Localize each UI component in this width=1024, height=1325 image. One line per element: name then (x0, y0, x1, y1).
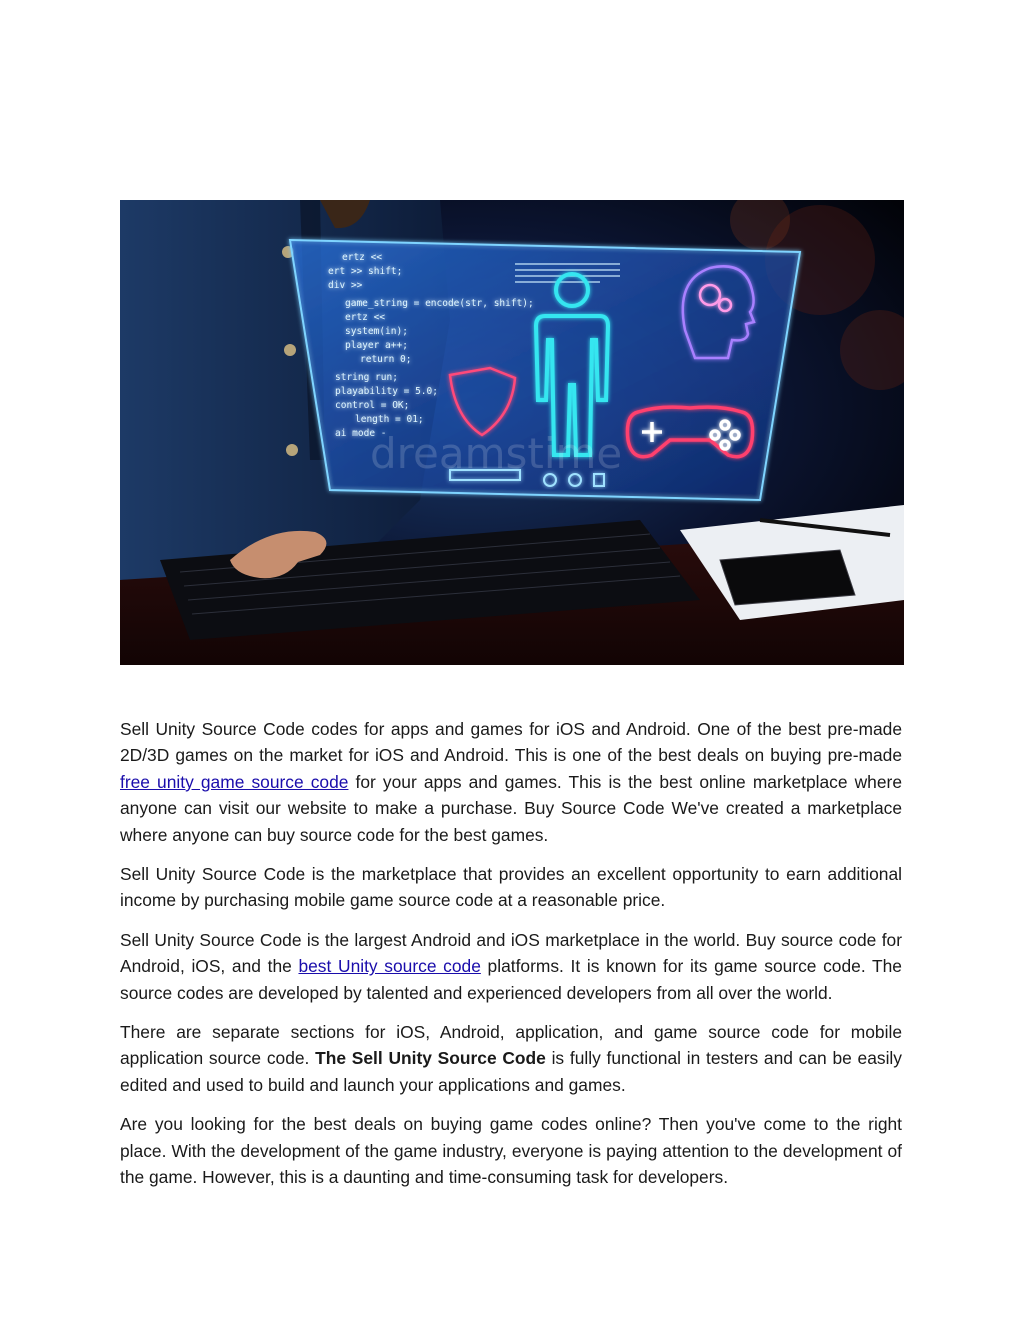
watermark: dreamstime (370, 429, 623, 478)
paragraph (120, 716, 902, 848)
hero-image (120, 200, 904, 665)
bold-brand-name: The Sell Unity Source Code (315, 1048, 546, 1069)
free-unity-game-source-code-link[interactable]: free unity game source code (120, 771, 349, 792)
code-line: game_string = encode(str, shift); (345, 298, 534, 309)
code-line: ert >> shift; (328, 266, 403, 277)
code-line: div >> (328, 280, 363, 291)
code-line: ai mode - (335, 428, 387, 439)
paragraph: Sell Unity Source Code is the marketplace that provides an excellent opportunity to earn additional income by purchasing mobile game source code at a reasonable price. (120, 864, 902, 911)
paragraph (120, 927, 902, 1006)
paragraph (120, 1019, 902, 1098)
paragraph-text: Sell Unity Source Code codes for apps and games for iOS and Android. One of the best pre-made 2D/3D games on the market for iOS and Android. This is one of the best deals on buying pre-made (120, 719, 902, 766)
paragraph: Are you looking for the best deals on buying game codes online? Then you've come to the right place. With the development of the game industry, everyone is paying attention to the development of the game. However, this is a daunting and time-consuming task for developers. (120, 1114, 902, 1188)
paragraph-text: is fully functional in testers and can be easily edited and used to build and launch your applications and games. (120, 1048, 902, 1095)
code-line: player a++; (345, 340, 408, 351)
hero-illustration (120, 200, 904, 665)
shirt-button (286, 444, 298, 456)
paragraph-text: There are separate sections for iOS, Android, application, and game source code for mobile application source code. (120, 1022, 902, 1069)
code-line: system(in); (345, 326, 408, 337)
paragraph-text: platforms. It is known for its game source code. The source codes are developed by talented and experienced developers from all over the world. (120, 956, 902, 1003)
best-unity-source-code-link[interactable]: best Unity source code (298, 956, 481, 977)
code-line: ertz << (345, 312, 386, 323)
code-line: control = OK; (335, 400, 410, 411)
code-line: string run; (335, 372, 398, 383)
shirt-button (284, 344, 296, 356)
code-line: return 0; (360, 354, 412, 365)
paragraph-text: Sell Unity Source Code is the largest Android and iOS marketplace in the world. Buy source code for Android, iOS, and the (120, 929, 902, 977)
code-line: length = 01; (355, 414, 424, 425)
code-line: playability = 5.0; (335, 386, 438, 397)
code-line: ertz << (342, 252, 383, 263)
paragraph-text: for your apps and games. This is the best online marketplace where anyone can visit our website to make a purchase. Buy Source Code We've created a marketplace where anyone can buy source code for the best games. (120, 771, 902, 845)
phone (720, 550, 855, 605)
article-body (120, 716, 902, 1204)
hologram-screen (290, 240, 800, 500)
